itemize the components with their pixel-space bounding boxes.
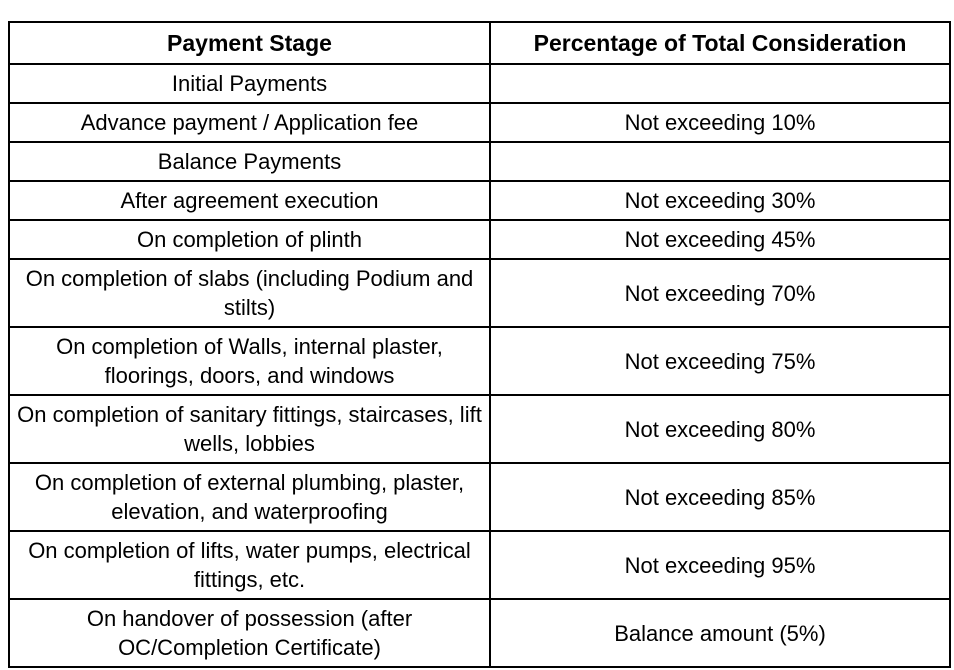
header-payment-stage: Payment Stage <box>9 22 490 64</box>
payment-schedule-table <box>8 21 951 668</box>
stage-cell: On completion of external plumbing, plaster, elevation, and waterproofing <box>9 463 490 531</box>
stage-cell: Initial Payments <box>9 64 490 103</box>
table-row <box>9 395 950 463</box>
header-percentage: Percentage of Total Consideration <box>490 22 950 64</box>
stage-cell: On handover of possession (after OC/Completion Certificate) <box>9 599 490 667</box>
stage-cell: On completion of plinth <box>9 220 490 259</box>
table-header-row <box>9 22 950 64</box>
stage-cell: On completion of sanitary fittings, staircases, lift wells, lobbies <box>9 395 490 463</box>
table-row <box>9 259 950 327</box>
table-row <box>9 103 950 142</box>
percentage-cell <box>490 64 950 103</box>
percentage-cell: Not exceeding 75% <box>490 327 950 395</box>
table-row <box>9 463 950 531</box>
stage-cell: Advance payment / Application fee <box>9 103 490 142</box>
stage-cell: On completion of lifts, water pumps, electrical fittings, etc. <box>9 531 490 599</box>
percentage-cell <box>490 142 950 181</box>
percentage-cell: Not exceeding 30% <box>490 181 950 220</box>
percentage-cell: Not exceeding 70% <box>490 259 950 327</box>
table-row <box>9 220 950 259</box>
payment-schedule-table-wrapper <box>8 21 951 668</box>
percentage-cell: Not exceeding 45% <box>490 220 950 259</box>
percentage-cell: Balance amount (5%) <box>490 599 950 667</box>
stage-cell: Balance Payments <box>9 142 490 181</box>
table-row <box>9 327 950 395</box>
percentage-cell: Not exceeding 10% <box>490 103 950 142</box>
table-row <box>9 64 950 103</box>
table-row <box>9 181 950 220</box>
stage-cell: On completion of Walls, internal plaster, floorings, doors, and windows <box>9 327 490 395</box>
percentage-cell: Not exceeding 80% <box>490 395 950 463</box>
table-row <box>9 142 950 181</box>
table-row <box>9 531 950 599</box>
percentage-cell: Not exceeding 85% <box>490 463 950 531</box>
stage-cell: After agreement execution <box>9 181 490 220</box>
stage-cell: On completion of slabs (including Podium and stilts) <box>9 259 490 327</box>
table-row <box>9 599 950 667</box>
percentage-cell: Not exceeding 95% <box>490 531 950 599</box>
